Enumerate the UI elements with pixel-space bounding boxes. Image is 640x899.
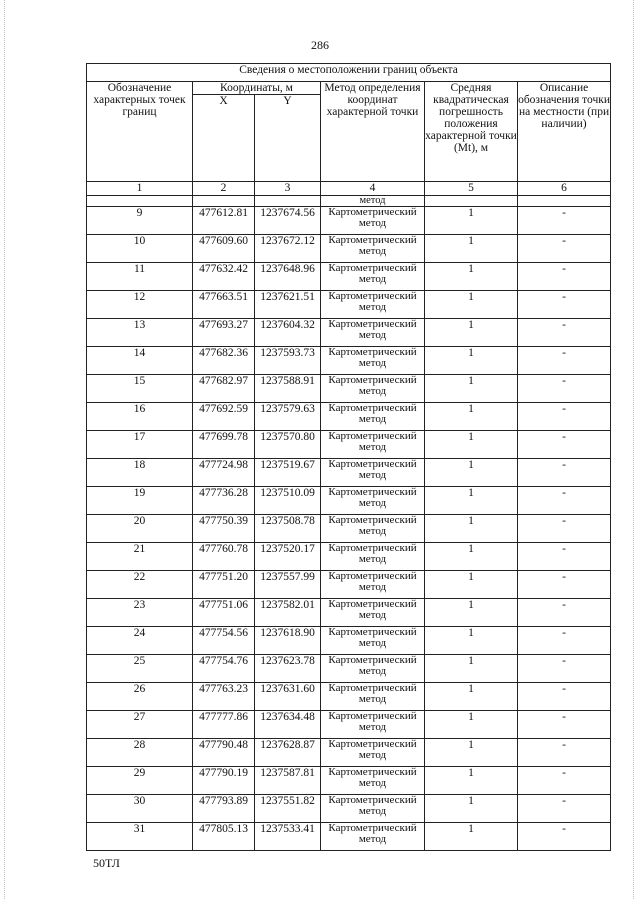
cell-description: - xyxy=(518,291,611,319)
cell-error: 1 xyxy=(425,403,518,431)
table-row xyxy=(87,767,611,795)
cell-method: Картометрический метод xyxy=(321,515,425,543)
header-coords: Координаты, м xyxy=(193,82,321,95)
cell-description: - xyxy=(518,319,611,347)
column-number: 2 xyxy=(193,182,255,196)
cell-x: 477750.39 xyxy=(193,515,255,543)
table-row xyxy=(87,515,611,543)
cell-error: 1 xyxy=(425,319,518,347)
cell-x: 477751.20 xyxy=(193,571,255,599)
cell-y: 1237557.99 xyxy=(255,571,321,599)
header-x: X xyxy=(193,95,255,182)
cell-point: 19 xyxy=(87,487,193,515)
continuation-empty xyxy=(518,196,611,207)
cell-x: 477663.51 xyxy=(193,291,255,319)
cell-x: 477754.76 xyxy=(193,655,255,683)
cell-x: 477793.89 xyxy=(193,795,255,823)
cell-x: 477763.23 xyxy=(193,683,255,711)
table-row xyxy=(87,487,611,515)
cell-y: 1237520.17 xyxy=(255,543,321,571)
cell-error: 1 xyxy=(425,627,518,655)
cell-method: Картометрический метод xyxy=(321,487,425,515)
cell-y: 1237623.78 xyxy=(255,655,321,683)
cell-description: - xyxy=(518,767,611,795)
cell-description: - xyxy=(518,571,611,599)
cell-error: 1 xyxy=(425,711,518,739)
cell-description: - xyxy=(518,459,611,487)
cell-error: 1 xyxy=(425,347,518,375)
table-row xyxy=(87,655,611,683)
cell-method: Картометрический метод xyxy=(321,431,425,459)
cell-x: 477682.97 xyxy=(193,375,255,403)
table-row xyxy=(87,627,611,655)
cell-point: 10 xyxy=(87,235,193,263)
cell-x: 477751.06 xyxy=(193,599,255,627)
cell-description: - xyxy=(518,207,611,235)
cell-y: 1237582.01 xyxy=(255,599,321,627)
cell-x: 477790.48 xyxy=(193,739,255,767)
cell-point: 28 xyxy=(87,739,193,767)
cell-x: 477632.42 xyxy=(193,263,255,291)
cell-description: - xyxy=(518,711,611,739)
cell-description: - xyxy=(518,263,611,291)
column-number: 5 xyxy=(425,182,518,196)
cell-x: 477609.60 xyxy=(193,235,255,263)
column-number: 3 xyxy=(255,182,321,196)
table-row xyxy=(87,711,611,739)
table-row xyxy=(87,459,611,487)
table-row xyxy=(87,823,611,851)
header-error: Средняя квадратическая погрешность положения характерной точки (Mt), м xyxy=(425,82,518,182)
cell-error: 1 xyxy=(425,767,518,795)
cell-description: - xyxy=(518,235,611,263)
cell-method: Картометрический метод xyxy=(321,263,425,291)
table-row xyxy=(87,319,611,347)
boundary-points-table xyxy=(86,63,611,851)
cell-method: Картометрический метод xyxy=(321,571,425,599)
cell-y: 1237604.32 xyxy=(255,319,321,347)
cell-error: 1 xyxy=(425,291,518,319)
continuation-empty xyxy=(255,196,321,207)
header-description: Описание обозначения точки на местности (при наличии) xyxy=(518,82,611,182)
cell-method: Картометрический метод xyxy=(321,375,425,403)
cell-error: 1 xyxy=(425,655,518,683)
cell-description: - xyxy=(518,487,611,515)
table-row xyxy=(87,207,611,235)
cell-y: 1237570.80 xyxy=(255,431,321,459)
cell-point: 24 xyxy=(87,627,193,655)
cell-error: 1 xyxy=(425,487,518,515)
cell-y: 1237551.82 xyxy=(255,795,321,823)
cell-point: 21 xyxy=(87,543,193,571)
cell-error: 1 xyxy=(425,599,518,627)
header-point: Обозначение характерных точек границ xyxy=(87,82,193,182)
column-number: 1 xyxy=(87,182,193,196)
table-body xyxy=(87,207,611,851)
table-row xyxy=(87,403,611,431)
cell-error: 1 xyxy=(425,823,518,851)
scan-edge-right xyxy=(633,0,636,899)
cell-y: 1237533.41 xyxy=(255,823,321,851)
cell-error: 1 xyxy=(425,375,518,403)
cell-point: 26 xyxy=(87,683,193,711)
cell-description: - xyxy=(518,375,611,403)
cell-method: Картометрический метод xyxy=(321,739,425,767)
cell-method: Картометрический метод xyxy=(321,459,425,487)
column-number: 4 xyxy=(321,182,425,196)
cell-error: 1 xyxy=(425,235,518,263)
table-row xyxy=(87,235,611,263)
cell-method: Картометрический метод xyxy=(321,319,425,347)
cell-error: 1 xyxy=(425,571,518,599)
cell-point: 27 xyxy=(87,711,193,739)
cell-method: Картометрический метод xyxy=(321,627,425,655)
cell-description: - xyxy=(518,543,611,571)
cell-method: Картометрический метод xyxy=(321,795,425,823)
cell-x: 477805.13 xyxy=(193,823,255,851)
cell-method: Картометрический метод xyxy=(321,347,425,375)
cell-point: 14 xyxy=(87,347,193,375)
cell-description: - xyxy=(518,627,611,655)
table-row xyxy=(87,739,611,767)
cell-y: 1237628.87 xyxy=(255,739,321,767)
cell-description: - xyxy=(518,795,611,823)
cell-y: 1237672.12 xyxy=(255,235,321,263)
footer-code: 50ТЛ xyxy=(93,856,120,870)
column-number-row xyxy=(87,182,611,196)
cell-error: 1 xyxy=(425,739,518,767)
cell-error: 1 xyxy=(425,795,518,823)
cell-x: 477754.56 xyxy=(193,627,255,655)
cell-point: 20 xyxy=(87,515,193,543)
cell-description: - xyxy=(518,655,611,683)
continuation-empty xyxy=(425,196,518,207)
table-row xyxy=(87,543,611,571)
cell-y: 1237618.90 xyxy=(255,627,321,655)
cell-point: 22 xyxy=(87,571,193,599)
cell-point: 11 xyxy=(87,263,193,291)
continuation-row xyxy=(87,196,611,207)
cell-method: Картометрический метод xyxy=(321,403,425,431)
table-caption: Сведения о местоположении границ объекта xyxy=(87,64,611,82)
cell-description: - xyxy=(518,403,611,431)
cell-error: 1 xyxy=(425,431,518,459)
cell-method: Картометрический метод xyxy=(321,291,425,319)
cell-point: 16 xyxy=(87,403,193,431)
table-row xyxy=(87,375,611,403)
cell-method: Картометрический метод xyxy=(321,767,425,795)
cell-y: 1237648.96 xyxy=(255,263,321,291)
cell-method: Картометрический метод xyxy=(321,207,425,235)
table-row xyxy=(87,599,611,627)
cell-point: 15 xyxy=(87,375,193,403)
page-number: 286 xyxy=(311,38,329,52)
cell-y: 1237510.09 xyxy=(255,487,321,515)
cell-description: - xyxy=(518,823,611,851)
cell-point: 13 xyxy=(87,319,193,347)
cell-x: 477777.86 xyxy=(193,711,255,739)
cell-x: 477612.81 xyxy=(193,207,255,235)
table-row xyxy=(87,291,611,319)
cell-error: 1 xyxy=(425,207,518,235)
cell-point: 9 xyxy=(87,207,193,235)
cell-x: 477693.27 xyxy=(193,319,255,347)
cell-x: 477682.36 xyxy=(193,347,255,375)
cell-method: Картометрический метод xyxy=(321,655,425,683)
table-row xyxy=(87,683,611,711)
cell-method: Картометрический метод xyxy=(321,235,425,263)
cell-method: Картометрический метод xyxy=(321,683,425,711)
table-row xyxy=(87,431,611,459)
cell-description: - xyxy=(518,739,611,767)
cell-method: Картометрический метод xyxy=(321,823,425,851)
cell-x: 477760.78 xyxy=(193,543,255,571)
cell-y: 1237579.63 xyxy=(255,403,321,431)
cell-method: Картометрический метод xyxy=(321,711,425,739)
cell-error: 1 xyxy=(425,683,518,711)
cell-error: 1 xyxy=(425,543,518,571)
cell-y: 1237519.67 xyxy=(255,459,321,487)
cell-point: 18 xyxy=(87,459,193,487)
column-number: 6 xyxy=(518,182,611,196)
cell-y: 1237631.60 xyxy=(255,683,321,711)
cell-y: 1237587.81 xyxy=(255,767,321,795)
header-method: Метод определения координат характерной точки xyxy=(321,82,425,182)
scan-edge-left xyxy=(4,0,7,899)
cell-description: - xyxy=(518,599,611,627)
table-row xyxy=(87,571,611,599)
cell-point: 31 xyxy=(87,823,193,851)
cell-x: 477724.98 xyxy=(193,459,255,487)
cell-description: - xyxy=(518,347,611,375)
table-row xyxy=(87,263,611,291)
cell-y: 1237674.56 xyxy=(255,207,321,235)
cell-point: 17 xyxy=(87,431,193,459)
cell-point: 23 xyxy=(87,599,193,627)
cell-x: 477736.28 xyxy=(193,487,255,515)
cell-y: 1237508.78 xyxy=(255,515,321,543)
cell-method: Картометрический метод xyxy=(321,599,425,627)
cell-point: 12 xyxy=(87,291,193,319)
cell-y: 1237621.51 xyxy=(255,291,321,319)
continuation-empty xyxy=(87,196,193,207)
cell-point: 25 xyxy=(87,655,193,683)
cell-description: - xyxy=(518,515,611,543)
continuation-empty xyxy=(193,196,255,207)
cell-point: 30 xyxy=(87,795,193,823)
cell-x: 477699.78 xyxy=(193,431,255,459)
table-row xyxy=(87,347,611,375)
cell-x: 477692.59 xyxy=(193,403,255,431)
header-y: Y xyxy=(255,95,321,182)
cell-y: 1237634.48 xyxy=(255,711,321,739)
cell-point: 29 xyxy=(87,767,193,795)
cell-y: 1237593.73 xyxy=(255,347,321,375)
cell-method: Картометрический метод xyxy=(321,543,425,571)
cell-y: 1237588.91 xyxy=(255,375,321,403)
cell-error: 1 xyxy=(425,263,518,291)
cell-description: - xyxy=(518,431,611,459)
table-row xyxy=(87,795,611,823)
cell-error: 1 xyxy=(425,459,518,487)
continuation-method: метод xyxy=(321,196,425,207)
cell-error: 1 xyxy=(425,515,518,543)
cell-x: 477790.19 xyxy=(193,767,255,795)
cell-description: - xyxy=(518,683,611,711)
